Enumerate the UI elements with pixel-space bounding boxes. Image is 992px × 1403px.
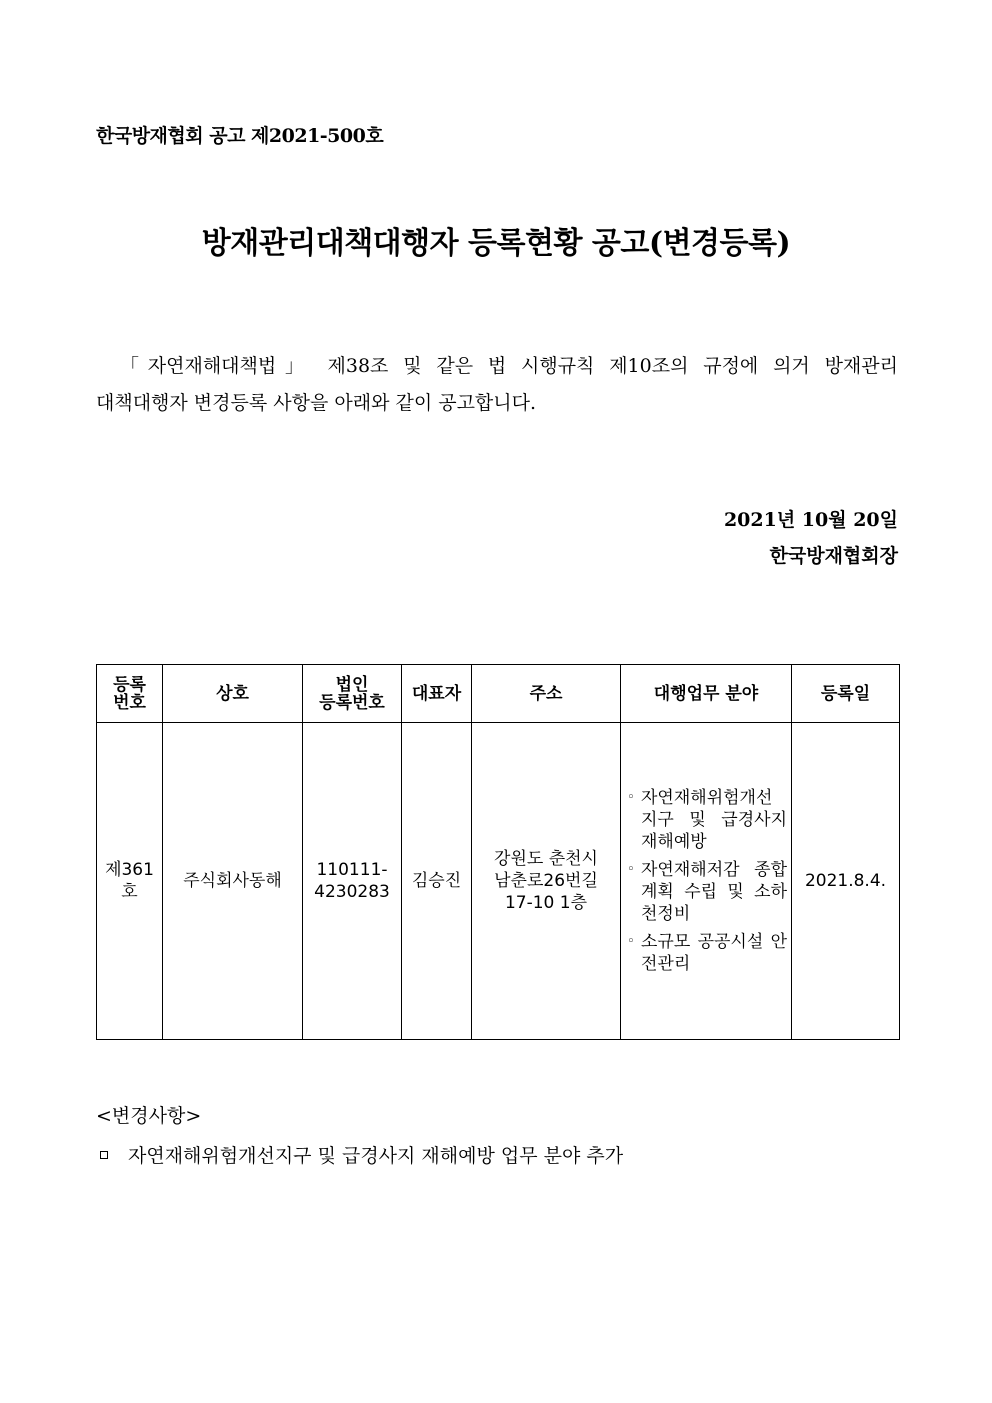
list-item: ◦ 소규모 공공시설 안전관리	[627, 932, 787, 974]
cell-field	[621, 723, 792, 1040]
small-square-bullet-icon	[100, 1151, 108, 1159]
notice-body	[96, 348, 898, 422]
small-circle-bullet-icon: ◦	[627, 862, 635, 877]
cell-ceo: 김승진	[402, 723, 472, 1040]
list-item: ◦ 자연재해위험개선지구 및 급경사지 재해예방	[627, 788, 787, 852]
changes-title: <변경사항>	[96, 1105, 202, 1127]
header-ceo: 대표자	[402, 665, 472, 723]
small-circle-bullet-icon: ◦	[627, 790, 635, 805]
header-reg-date: 등록일	[792, 665, 900, 723]
header-corp-no: 법인 등록번호	[303, 665, 402, 723]
table-header-row	[97, 665, 900, 723]
cell-company: 주식회사동해	[163, 723, 303, 1040]
notice-signer: 한국방재협회장	[769, 545, 898, 567]
notice-date: 2021년 10월 20일	[723, 509, 898, 531]
changes-item-text: 자연재해위험개선지구 및 급경사지 재해예방 업무 분야 추가	[128, 1145, 624, 1167]
header-company: 상호	[163, 665, 303, 723]
small-circle-bullet-icon: ◦	[627, 934, 635, 949]
cell-reg-date: 2021.8.4.	[792, 723, 900, 1040]
notice-body-line-2: 대책대행자 변경등록 사항을 아래와 같이 공고합니다.	[96, 392, 537, 414]
page-title: 방재관리대책대행자 등록현황 공고(변경등록)	[201, 226, 791, 261]
cell-address: 강원도 춘천시 남춘로26번길 17-10 1층	[472, 723, 621, 1040]
header-address: 주소	[472, 665, 621, 723]
notice-number: 한국방재협회 공고 제2021-500호	[96, 125, 384, 147]
header-reg-no: 등록 번호	[97, 665, 163, 723]
cell-reg-no: 제361호	[97, 723, 163, 1040]
registration-table	[96, 664, 900, 1040]
header-field: 대행업무 분야	[621, 665, 792, 723]
changes-item	[100, 1141, 623, 1168]
cell-corp-no: 110111- 4230283	[303, 723, 402, 1040]
table-row	[97, 723, 900, 1040]
list-item: ◦ 자연재해저감 종합계획 수립 및 소하천정비	[627, 860, 787, 924]
notice-body-line-1: 「자연재해대책법」 제38조 및 같은 법 시행규칙 제10조의 규정에 의거 방재관리	[120, 355, 898, 377]
